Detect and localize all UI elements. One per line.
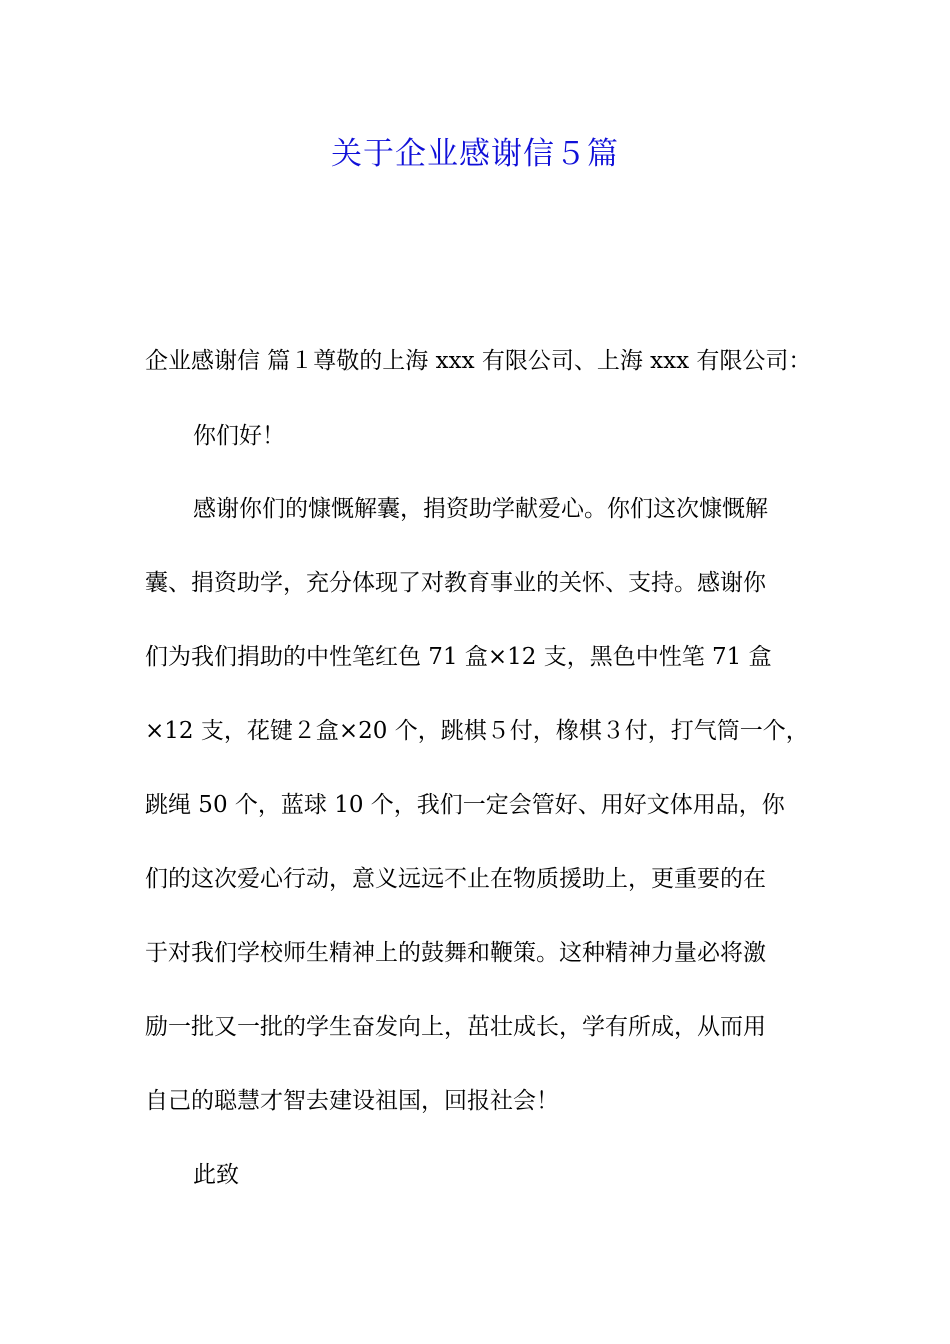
paragraph-line: 跳绳 50 个，蓝球 10 个，我们一定会管好、用好文体用品，你 [145,792,785,818]
salutation-line: 企业感谢信 篇１尊敬的上海 xxx 有限公司、上海 xxx 有限公司： [145,348,812,374]
paragraph-line: 囊、捐资助学，充分体现了对教育事业的关怀、支持。感谢你 [145,570,766,596]
document-title: 关于企业感谢信５篇 [331,136,619,172]
greeting-line: 你们好！ [193,423,285,449]
paragraph-line: 自己的聪慧才智去建设祖国，回报社会！ [145,1088,559,1114]
paragraph-line: 感谢你们的慷慨解囊，捐资助学献爱心。你们这次慷慨解 [193,496,768,522]
paragraph-line: 们的这次爱心行动，意义远远不止在物质援助上，更重要的在 [145,866,766,892]
paragraph-line: 于对我们学校师生精神上的鼓舞和鞭策。这种精神力量必将激 [145,940,766,966]
paragraph-line: 们为我们捐助的中性笔红色 71 盒×12 支，黑色中性笔 71 盒 [145,644,772,670]
paragraph-line: 励一批又一批的学生奋发向上，茁壮成长，学有所成，从而用 [145,1014,766,1040]
paragraph-line: ×12 支，花键２盒×20 个，跳棋５付，橡棋３付，打气筒一个， [145,718,809,744]
closing-line: 此致 [193,1162,239,1188]
